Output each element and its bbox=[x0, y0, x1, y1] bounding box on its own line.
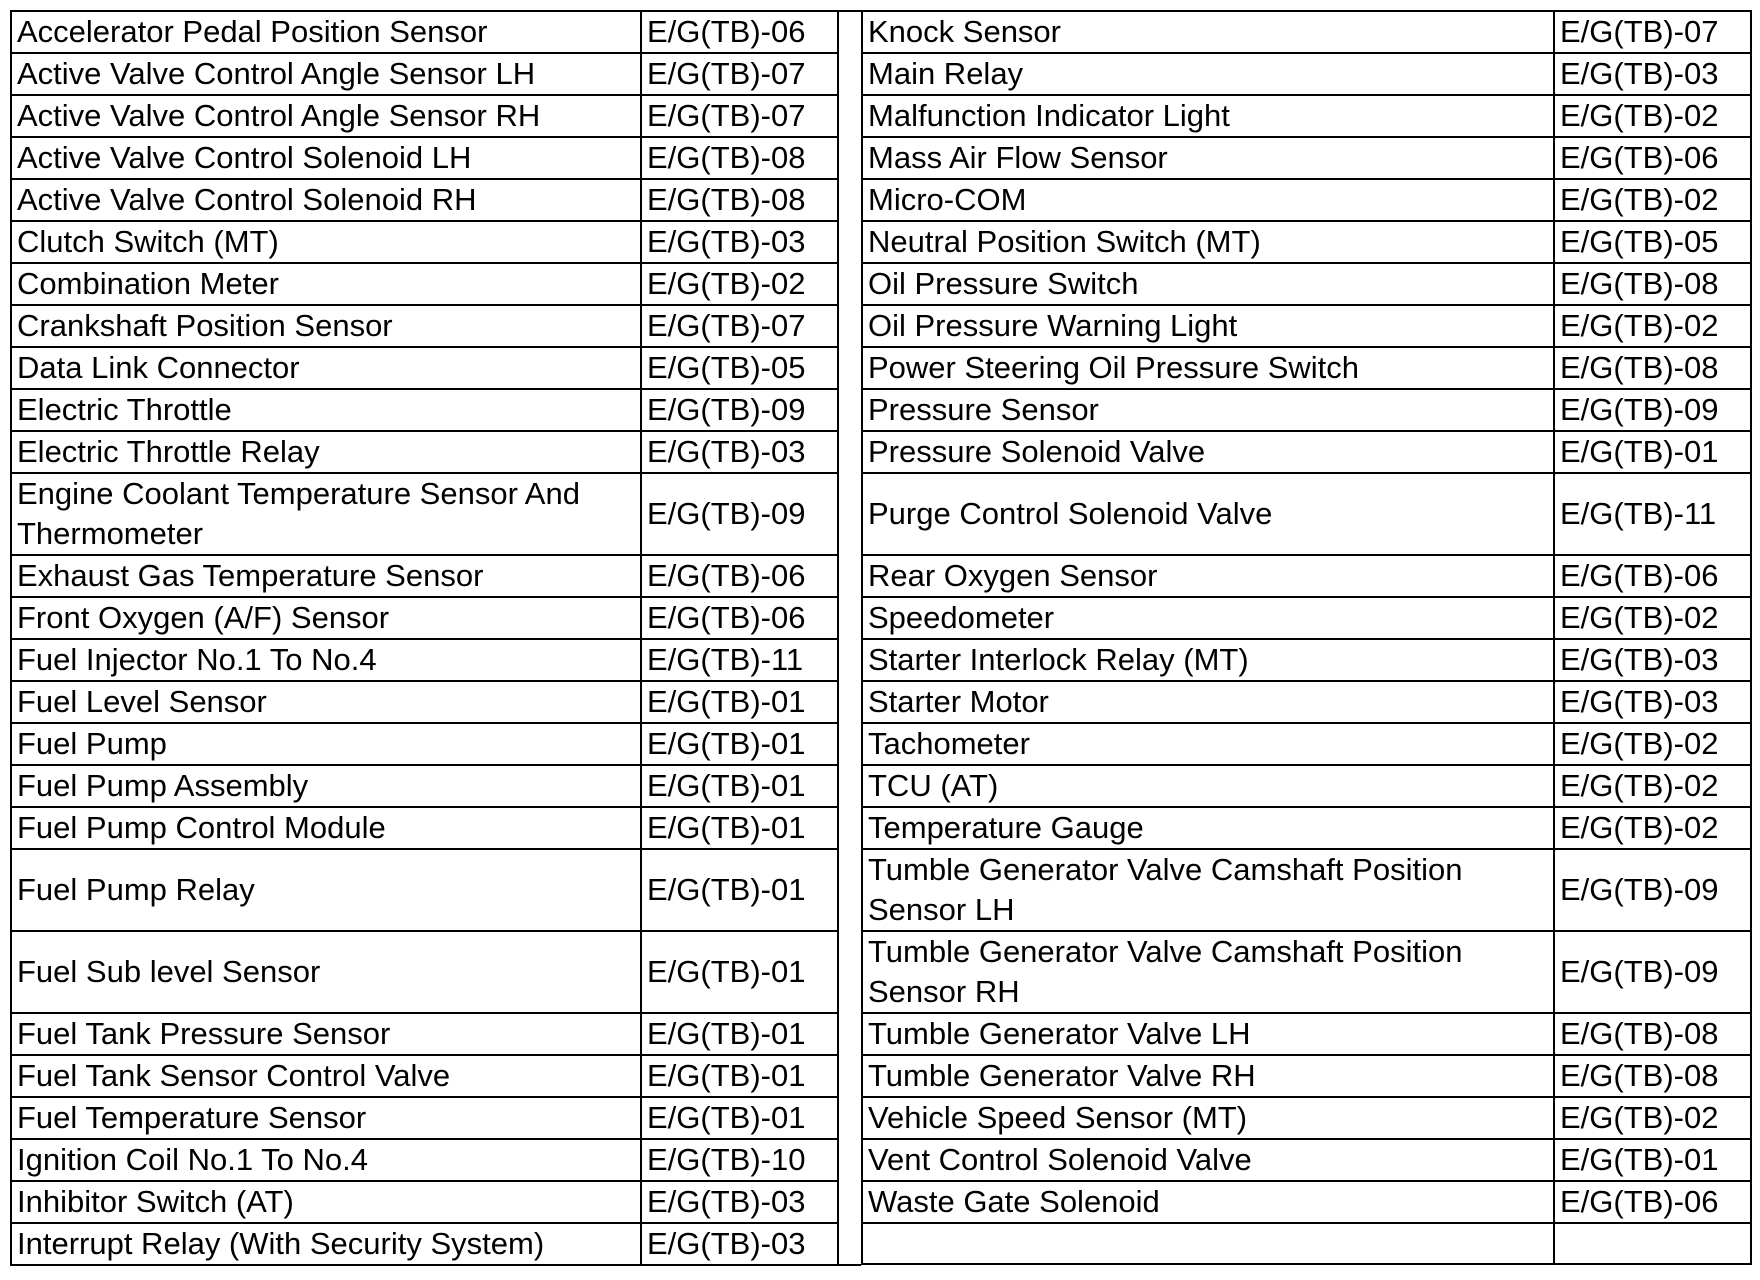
table-row bbox=[862, 639, 1751, 681]
component-name: Ignition Coil No.1 To No.4 bbox=[11, 1139, 641, 1181]
component-name: Main Relay bbox=[862, 53, 1554, 95]
wiring-code: E/G(TB)-01 bbox=[641, 1013, 838, 1055]
table-row bbox=[11, 1097, 838, 1139]
component-name: Pressure Solenoid Valve bbox=[862, 431, 1554, 473]
table-row bbox=[862, 305, 1751, 347]
table-row bbox=[11, 179, 838, 221]
wiring-code: E/G(TB)-01 bbox=[641, 723, 838, 765]
table-row bbox=[862, 849, 1751, 931]
wiring-code: E/G(TB)-06 bbox=[1554, 1181, 1751, 1223]
wiring-code: E/G(TB)-02 bbox=[1554, 95, 1751, 137]
table-row bbox=[862, 95, 1751, 137]
component-name: Tumble Generator Valve Camshaft Position Sensor RH bbox=[862, 931, 1554, 1013]
wiring-code: E/G(TB)-09 bbox=[1554, 389, 1751, 431]
component-name bbox=[862, 1223, 1554, 1264]
table-row bbox=[11, 1055, 838, 1097]
table-row bbox=[862, 389, 1751, 431]
right-index-table bbox=[861, 10, 1752, 1265]
table-row bbox=[11, 931, 838, 1013]
wiring-code: E/G(TB)-09 bbox=[1554, 931, 1751, 1013]
component-name: Data Link Connector bbox=[11, 347, 641, 389]
table-row bbox=[11, 305, 838, 347]
wiring-code: E/G(TB)-10 bbox=[641, 1139, 838, 1181]
component-name: Fuel Pump Control Module bbox=[11, 807, 641, 849]
component-name: Mass Air Flow Sensor bbox=[862, 137, 1554, 179]
component-name: Exhaust Gas Temperature Sensor bbox=[11, 555, 641, 597]
component-name: Fuel Pump Assembly bbox=[11, 765, 641, 807]
component-name: Knock Sensor bbox=[862, 11, 1554, 53]
component-name: Neutral Position Switch (MT) bbox=[862, 221, 1554, 263]
table-row bbox=[862, 1055, 1751, 1097]
wiring-code: E/G(TB)-07 bbox=[641, 53, 838, 95]
component-name: Tumble Generator Valve RH bbox=[862, 1055, 1554, 1097]
wiring-code: E/G(TB)-02 bbox=[641, 263, 838, 305]
wiring-code: E/G(TB)-03 bbox=[1554, 639, 1751, 681]
wiring-code: E/G(TB)-03 bbox=[641, 1181, 838, 1223]
table-row bbox=[862, 681, 1751, 723]
component-name: Active Valve Control Angle Sensor LH bbox=[11, 53, 641, 95]
wiring-code: E/G(TB)-08 bbox=[1554, 347, 1751, 389]
component-name: Power Steering Oil Pressure Switch bbox=[862, 347, 1554, 389]
component-name: Rear Oxygen Sensor bbox=[862, 555, 1554, 597]
table-row bbox=[11, 723, 838, 765]
table-row bbox=[862, 431, 1751, 473]
table-row bbox=[862, 765, 1751, 807]
wiring-code: E/G(TB)-02 bbox=[1554, 807, 1751, 849]
component-name: Micro-COM bbox=[862, 179, 1554, 221]
table-row bbox=[862, 1181, 1751, 1223]
table-row bbox=[862, 807, 1751, 849]
component-name: Oil Pressure Switch bbox=[862, 263, 1554, 305]
component-name: Malfunction Indicator Light bbox=[862, 95, 1554, 137]
table-row bbox=[862, 1139, 1751, 1181]
component-name: Fuel Pump Relay bbox=[11, 849, 641, 931]
table-row bbox=[862, 931, 1751, 1013]
wiring-code: E/G(TB)-06 bbox=[641, 555, 838, 597]
component-name: Vent Control Solenoid Valve bbox=[862, 1139, 1554, 1181]
table-row bbox=[862, 179, 1751, 221]
wiring-code: E/G(TB)-01 bbox=[641, 807, 838, 849]
component-name: Fuel Injector No.1 To No.4 bbox=[11, 639, 641, 681]
component-name: Purge Control Solenoid Valve bbox=[862, 473, 1554, 555]
wiring-code: E/G(TB)-06 bbox=[641, 597, 838, 639]
wiring-code: E/G(TB)-01 bbox=[641, 1055, 838, 1097]
component-name: Inhibitor Switch (AT) bbox=[11, 1181, 641, 1223]
component-name: Accelerator Pedal Position Sensor bbox=[11, 11, 641, 53]
wiring-code: E/G(TB)-03 bbox=[641, 221, 838, 263]
component-name: Combination Meter bbox=[11, 263, 641, 305]
table-row bbox=[11, 681, 838, 723]
wiring-code: E/G(TB)-01 bbox=[641, 931, 838, 1013]
wiring-code: E/G(TB)-07 bbox=[641, 305, 838, 347]
wiring-code: E/G(TB)-08 bbox=[641, 137, 838, 179]
table-row bbox=[11, 221, 838, 263]
component-name: Active Valve Control Angle Sensor RH bbox=[11, 95, 641, 137]
wiring-code bbox=[1554, 1223, 1751, 1264]
table-row bbox=[11, 807, 838, 849]
table-row bbox=[11, 1013, 838, 1055]
component-name: Fuel Sub level Sensor bbox=[11, 931, 641, 1013]
component-name: Pressure Sensor bbox=[862, 389, 1554, 431]
component-name: Active Valve Control Solenoid LH bbox=[11, 137, 641, 179]
table-row bbox=[11, 137, 838, 179]
column-gutter bbox=[839, 10, 861, 1266]
component-name: Starter Interlock Relay (MT) bbox=[862, 639, 1554, 681]
table-row bbox=[11, 473, 838, 555]
table-row bbox=[862, 555, 1751, 597]
wiring-code: E/G(TB)-01 bbox=[641, 1097, 838, 1139]
table-row bbox=[11, 389, 838, 431]
table-row bbox=[862, 723, 1751, 765]
wiring-code: E/G(TB)-02 bbox=[1554, 597, 1751, 639]
component-name: Electric Throttle bbox=[11, 389, 641, 431]
left-index-table bbox=[10, 10, 839, 1266]
component-name: Front Oxygen (A/F) Sensor bbox=[11, 597, 641, 639]
table-row bbox=[862, 137, 1751, 179]
table-row bbox=[11, 765, 838, 807]
component-name: Fuel Level Sensor bbox=[11, 681, 641, 723]
table-row bbox=[862, 473, 1751, 555]
wiring-code: E/G(TB)-01 bbox=[1554, 431, 1751, 473]
table-row bbox=[862, 221, 1751, 263]
wiring-code: E/G(TB)-08 bbox=[1554, 1055, 1751, 1097]
table-row bbox=[862, 1223, 1751, 1264]
wiring-code: E/G(TB)-05 bbox=[641, 347, 838, 389]
component-name: Waste Gate Solenoid bbox=[862, 1181, 1554, 1223]
wiring-code: E/G(TB)-02 bbox=[1554, 1097, 1751, 1139]
wiring-code: E/G(TB)-03 bbox=[1554, 53, 1751, 95]
component-name: TCU (AT) bbox=[862, 765, 1554, 807]
wiring-code: E/G(TB)-06 bbox=[641, 11, 838, 53]
table-row bbox=[11, 1223, 838, 1265]
wiring-code: E/G(TB)-02 bbox=[1554, 723, 1751, 765]
component-name: Active Valve Control Solenoid RH bbox=[11, 179, 641, 221]
wiring-code: E/G(TB)-08 bbox=[641, 179, 838, 221]
component-name: Fuel Pump bbox=[11, 723, 641, 765]
wiring-code: E/G(TB)-05 bbox=[1554, 221, 1751, 263]
table-row bbox=[11, 555, 838, 597]
wiring-code: E/G(TB)-01 bbox=[641, 681, 838, 723]
component-name: Fuel Temperature Sensor bbox=[11, 1097, 641, 1139]
table-row bbox=[11, 849, 838, 931]
wiring-code: E/G(TB)-07 bbox=[1554, 11, 1751, 53]
wiring-code: E/G(TB)-02 bbox=[1554, 179, 1751, 221]
component-name: Tumble Generator Valve Camshaft Position Sensor LH bbox=[862, 849, 1554, 931]
table-row bbox=[862, 597, 1751, 639]
table-row bbox=[862, 53, 1751, 95]
component-name: Speedometer bbox=[862, 597, 1554, 639]
wiring-code: E/G(TB)-02 bbox=[1554, 765, 1751, 807]
component-name: Tumble Generator Valve LH bbox=[862, 1013, 1554, 1055]
table-row bbox=[862, 347, 1751, 389]
wiring-code: E/G(TB)-01 bbox=[1554, 1139, 1751, 1181]
component-name: Clutch Switch (MT) bbox=[11, 221, 641, 263]
wiring-code: E/G(TB)-03 bbox=[1554, 681, 1751, 723]
component-name: Temperature Gauge bbox=[862, 807, 1554, 849]
wiring-code: E/G(TB)-09 bbox=[1554, 849, 1751, 931]
wiring-code: E/G(TB)-09 bbox=[641, 389, 838, 431]
component-name: Vehicle Speed Sensor (MT) bbox=[862, 1097, 1554, 1139]
table-row bbox=[862, 263, 1751, 305]
component-name: Fuel Tank Pressure Sensor bbox=[11, 1013, 641, 1055]
table-row bbox=[11, 95, 838, 137]
table-row bbox=[11, 11, 838, 53]
wiring-code: E/G(TB)-08 bbox=[1554, 1013, 1751, 1055]
wiring-code: E/G(TB)-02 bbox=[1554, 305, 1751, 347]
table-row bbox=[862, 1097, 1751, 1139]
wiring-code: E/G(TB)-07 bbox=[641, 95, 838, 137]
component-name: Fuel Tank Sensor Control Valve bbox=[11, 1055, 641, 1097]
table-row bbox=[11, 431, 838, 473]
table-row bbox=[11, 639, 838, 681]
component-name: Oil Pressure Warning Light bbox=[862, 305, 1554, 347]
wiring-code: E/G(TB)-11 bbox=[1554, 473, 1751, 555]
table-row bbox=[11, 263, 838, 305]
component-name: Electric Throttle Relay bbox=[11, 431, 641, 473]
component-index bbox=[10, 10, 1752, 1266]
table-row bbox=[11, 53, 838, 95]
component-name: Interrupt Relay (With Security System) bbox=[11, 1223, 641, 1265]
table-row bbox=[862, 1013, 1751, 1055]
wiring-code: E/G(TB)-03 bbox=[641, 1223, 838, 1265]
table-row bbox=[11, 347, 838, 389]
wiring-code: E/G(TB)-03 bbox=[641, 431, 838, 473]
wiring-code: E/G(TB)-09 bbox=[641, 473, 838, 555]
wiring-code: E/G(TB)-06 bbox=[1554, 137, 1751, 179]
wiring-code: E/G(TB)-01 bbox=[641, 765, 838, 807]
table-row bbox=[11, 597, 838, 639]
wiring-code: E/G(TB)-11 bbox=[641, 639, 838, 681]
table-row bbox=[11, 1181, 838, 1223]
table-row bbox=[862, 11, 1751, 53]
component-name: Tachometer bbox=[862, 723, 1554, 765]
component-name: Crankshaft Position Sensor bbox=[11, 305, 641, 347]
wiring-code: E/G(TB)-08 bbox=[1554, 263, 1751, 305]
table-row bbox=[11, 1139, 838, 1181]
component-name: Engine Coolant Temperature Sensor And Thermometer bbox=[11, 473, 641, 555]
wiring-code: E/G(TB)-01 bbox=[641, 849, 838, 931]
wiring-code: E/G(TB)-06 bbox=[1554, 555, 1751, 597]
component-name: Starter Motor bbox=[862, 681, 1554, 723]
